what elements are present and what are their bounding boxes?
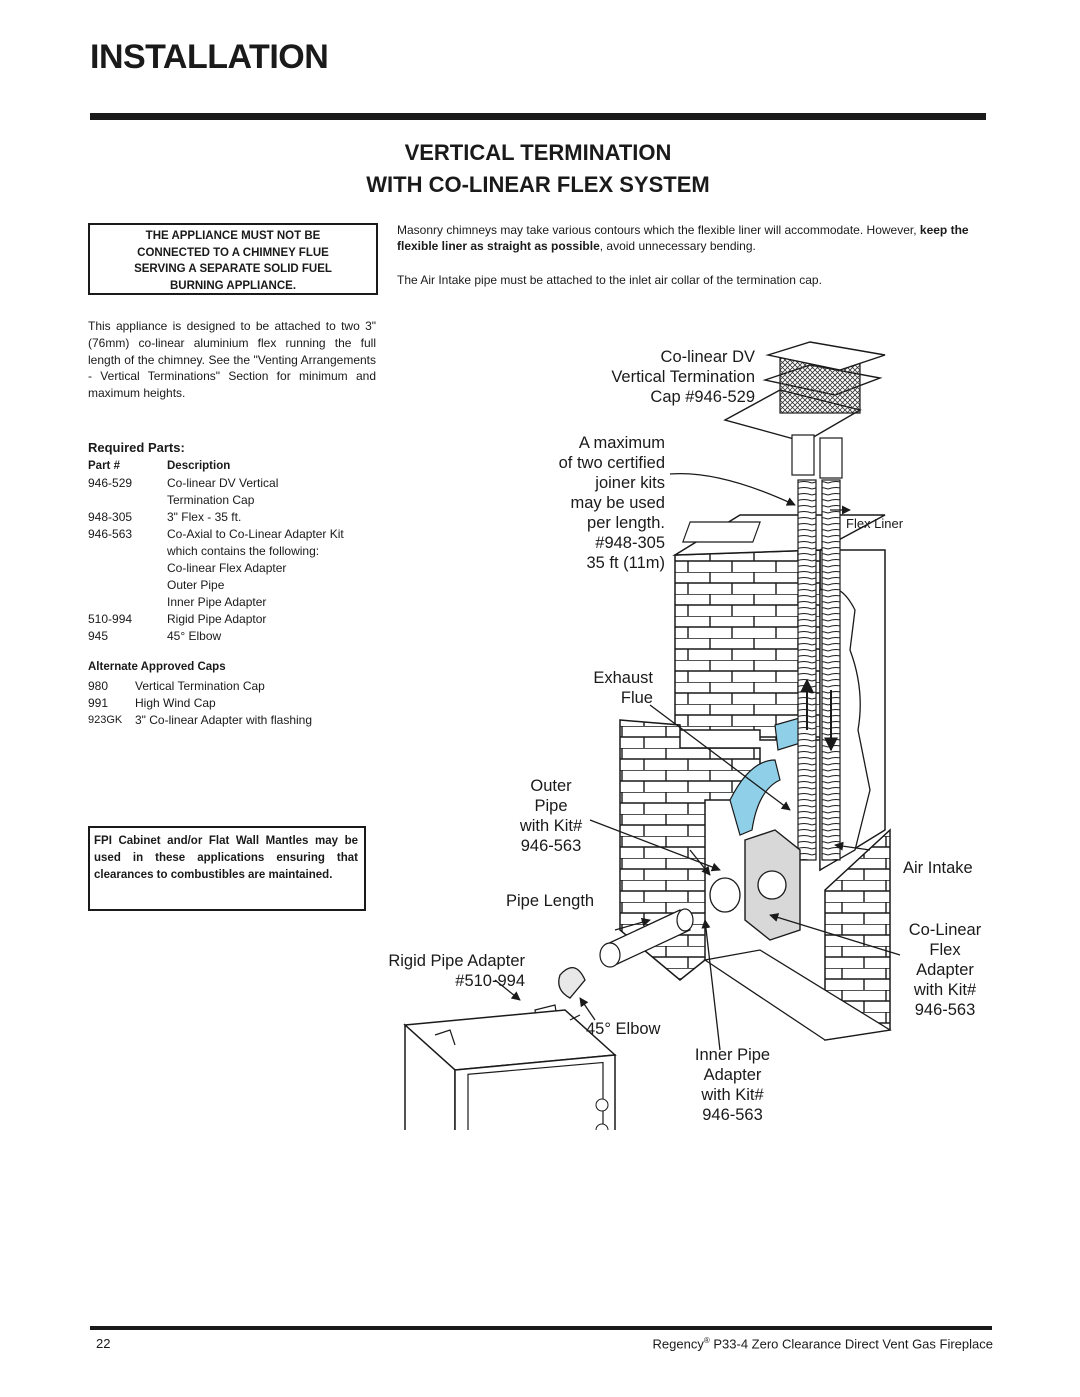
part-number: 948-305 — [88, 510, 133, 524]
label-inner-line: Inner Pipe — [694, 1046, 771, 1064]
part-description: Co-linear Flex Adapter — [167, 561, 287, 575]
vertical-termination-diagram — [380, 330, 990, 1130]
label-outer-line: Pipe — [534, 797, 568, 815]
cap-description: 3" Co-linear Adapter with flashing — [135, 713, 313, 727]
parts-row — [88, 611, 388, 628]
parts-row — [88, 543, 388, 560]
part-number: 946-563 — [88, 527, 133, 541]
part-description: 3" Flex - 35 ft. — [167, 510, 242, 524]
part-description: Inner Pipe Adapter — [167, 595, 267, 609]
part-description: which contains the following: — [167, 544, 320, 558]
parts-row — [88, 628, 388, 645]
warning-box — [88, 223, 378, 295]
label-colinear-line: with Kit# — [913, 981, 977, 999]
warning-line: SERVING A SEPARATE SOLID FUEL — [134, 263, 332, 275]
label-colinear-line: Adapter — [916, 961, 974, 979]
parts-row — [88, 526, 388, 543]
label-max-line: joiner kits — [595, 474, 665, 492]
label-air-intake: Air Intake — [903, 859, 973, 877]
label-cap-line: Cap #946-529 — [650, 388, 755, 406]
label-inner-line: 946-563 — [702, 1106, 763, 1124]
page-number: 22 — [96, 1336, 111, 1351]
label-exhaust-flue — [540, 668, 653, 708]
page-title: INSTALLATION — [90, 38, 329, 76]
label-max-line: of two certified — [558, 454, 665, 472]
col-part: Part # — [88, 460, 120, 472]
label-cap-line: Co-linear DV — [660, 348, 755, 366]
liner-text-start: Masonry chimneys may take various contours which the flexible liner will accommodate. However, — [397, 223, 920, 237]
part-number: 946-529 — [88, 476, 133, 490]
intro-paragraph: This appliance is designed to be attached to two 3" (76mm) co-linear aluminium flex running the full length of the chimney. See the "Venting Arrangements - Vertical Terminations" Section for minimum and maximum heights. — [88, 319, 376, 401]
part-description: Co-Axial to Co-Linear Adapter Kit — [167, 527, 344, 541]
footer-product-name: P33-4 Zero Clearance Direct Vent Gas Fireplace — [709, 1336, 993, 1352]
part-number — [88, 577, 167, 594]
parts-header-row — [88, 458, 388, 475]
fpi-note-box: FPI Cabinet and/or Flat Wall Mantles may be used in these applications ensuring that clearances to combustibles are maintained. — [88, 826, 366, 911]
part-description: Rigid Pipe Adaptor — [167, 612, 267, 626]
label-outer-line: 946-563 — [520, 837, 582, 855]
alt-cap-row — [88, 695, 388, 712]
warning-line: BURNING APPLIANCE. — [169, 279, 297, 292]
label-elbow: 45° Elbow — [586, 1020, 661, 1038]
part-number — [88, 594, 167, 611]
col-description: Description — [167, 460, 231, 472]
parts-row — [88, 560, 388, 577]
alternate-caps-heading: Alternate Approved Caps — [88, 661, 226, 673]
registered-mark: ® — [703, 1336, 710, 1345]
footer-rule — [90, 1326, 992, 1330]
label-max-line: may be used — [570, 494, 665, 512]
liner-text-end: , avoid unnecessary bending. — [599, 239, 756, 253]
required-parts-table — [88, 458, 388, 645]
part-description: Outer Pipe — [167, 578, 225, 592]
part-number — [88, 543, 167, 560]
cap-description: Vertical Termination Cap — [135, 679, 265, 693]
parts-row — [88, 492, 388, 509]
parts-row — [88, 577, 388, 594]
required-parts-heading: Required Parts: — [88, 440, 185, 455]
label-colinear-line: Co-Linear — [908, 921, 982, 939]
cap-number: 991 — [88, 696, 109, 710]
label-colinear-adapter — [895, 920, 995, 1020]
label-rigid-adapter — [360, 951, 525, 991]
label-max-line: 35 ft (11m) — [586, 554, 665, 572]
part-description: Termination Cap — [167, 493, 255, 507]
footer-brand: Regency — [652, 1336, 704, 1352]
label-exhaust-line: Exhaust — [593, 669, 653, 687]
air-intake-paragraph: The Air Intake pipe must be attached to the inlet air collar of the termination cap. — [397, 273, 822, 287]
label-inner-pipe — [680, 1045, 785, 1125]
label-inner-line: Adapter — [703, 1066, 762, 1084]
alt-cap-row — [88, 678, 388, 695]
part-number — [88, 492, 167, 509]
label-max-line: #948-305 — [595, 534, 665, 552]
alternate-caps-table — [88, 678, 388, 729]
label-inner-line: with Kit# — [701, 1086, 764, 1104]
warning-line: THE APPLIANCE MUST NOT BE — [145, 230, 321, 242]
parts-row — [88, 594, 388, 611]
part-number: 510-994 — [88, 612, 133, 626]
label-rigid-line: #510-994 — [455, 972, 525, 990]
warning-line: CONNECTED TO A CHIMNEY FLUE — [137, 246, 329, 259]
liner-text-bold: keep the flexible liner as straight as possible — [397, 223, 969, 253]
label-outer-line: with Kit# — [519, 817, 583, 835]
label-colinear-line: Flex — [929, 941, 961, 959]
label-rigid-line: Rigid Pipe Adapter — [388, 952, 525, 970]
label-max-joiners — [530, 433, 665, 573]
label-max-line: per length. — [587, 514, 665, 532]
alt-cap-row — [88, 712, 388, 729]
label-exhaust-line: Flue — [620, 689, 653, 707]
section-title-line1: VERTICAL TERMINATION — [404, 140, 672, 165]
part-number: 945 — [88, 629, 109, 643]
parts-rows — [88, 475, 388, 645]
part-description: 45° Elbow — [167, 629, 222, 643]
cap-description: High Wind Cap — [135, 696, 216, 710]
footer-product — [653, 1336, 993, 1351]
liner-paragraph — [397, 222, 987, 254]
label-colinear-line: 946-563 — [914, 1001, 976, 1019]
part-number — [88, 560, 167, 577]
cap-number: 923GK — [88, 714, 123, 726]
parts-row — [88, 475, 388, 492]
part-description: Co-linear DV Vertical — [167, 476, 279, 490]
label-outer-line: Outer — [530, 777, 572, 795]
label-cap-line: Vertical Termination — [611, 368, 755, 386]
parts-row — [88, 509, 388, 526]
label-cap — [540, 347, 755, 407]
label-flex-liner: Flex Liner — [846, 516, 904, 531]
header-rule — [90, 113, 986, 120]
label-outer-pipe — [500, 776, 602, 856]
section-title-line2: WITH CO-LINEAR FLEX SYSTEM — [366, 172, 710, 197]
label-max-line: A maximum — [578, 434, 665, 452]
label-pipe-length: Pipe Length — [506, 892, 595, 910]
cap-number: 980 — [88, 679, 109, 693]
